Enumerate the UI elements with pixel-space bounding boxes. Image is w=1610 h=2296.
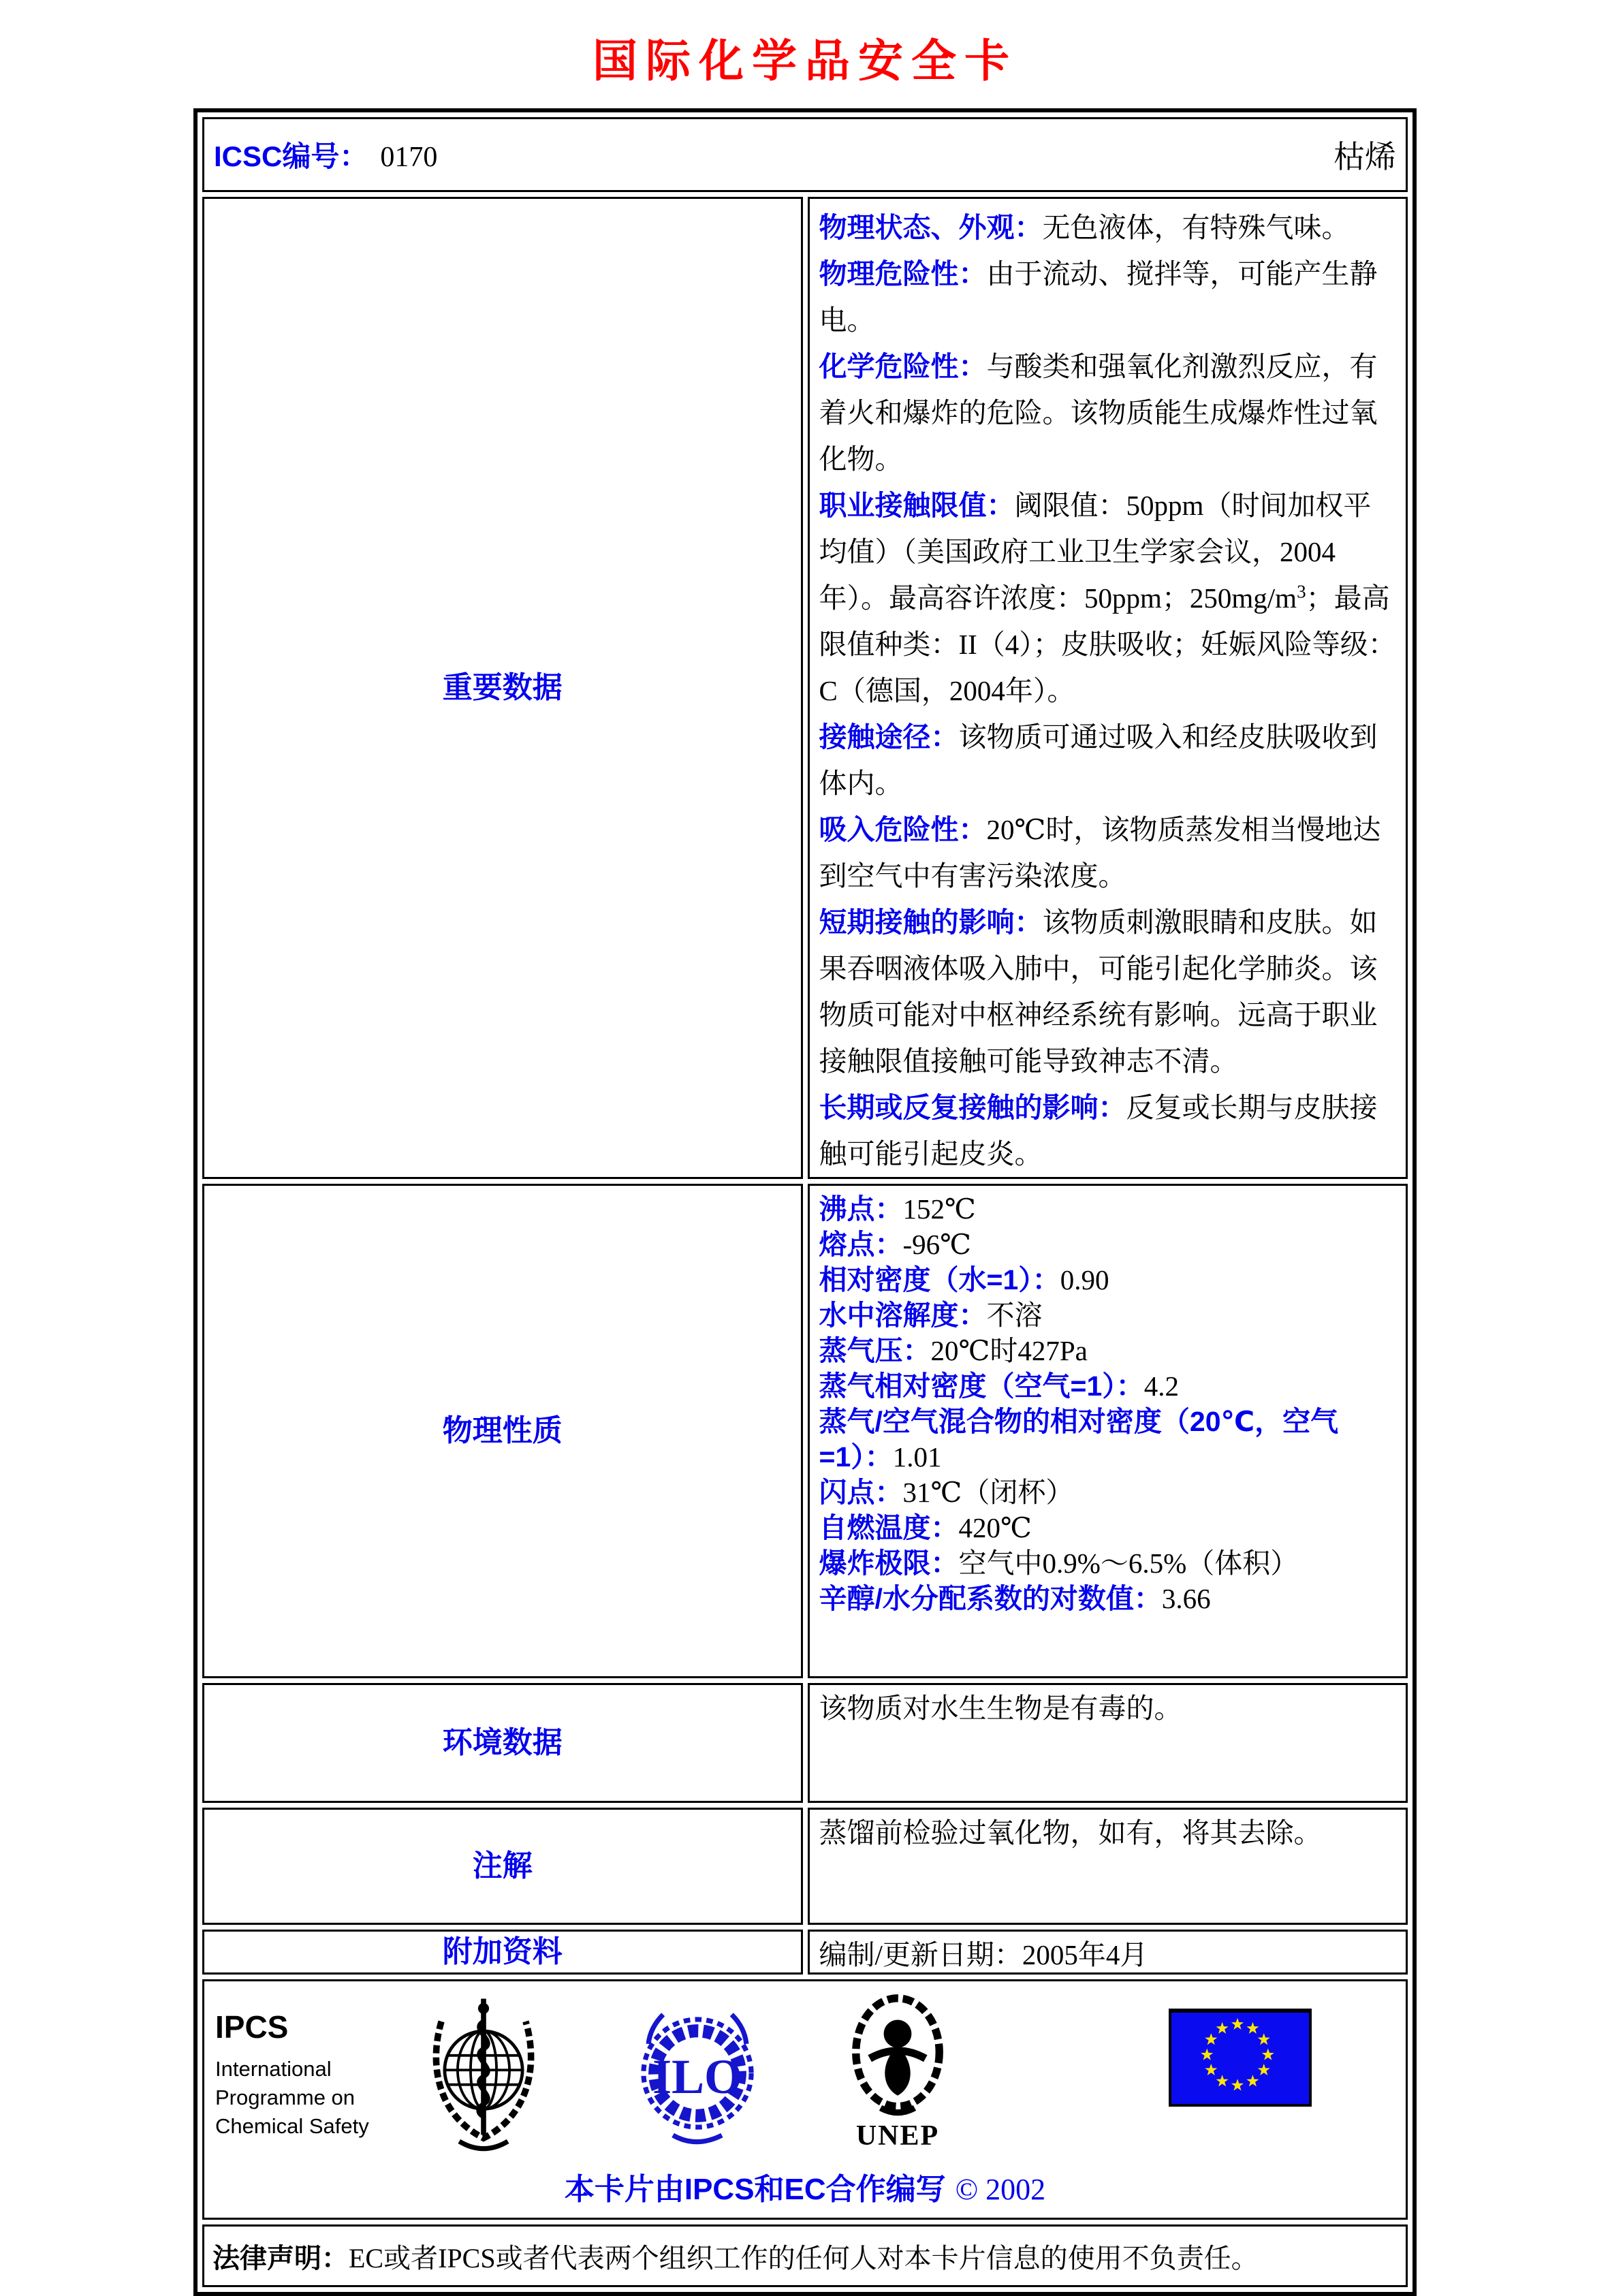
field-value: 阈限值：50ppm（时间加权平均值）（美国政府工业卫生学家会议，2004年）。最高容许浓度：50ppm；250mg/m <box>819 490 1372 614</box>
section-label: 重要数据 <box>202 197 803 1179</box>
ipcs-subtitle-line: Chemical Safety <box>215 2114 369 2138</box>
field-value: ；最高限值种类：II（4）；皮肤吸收；妊娠风险等级：C（德国，2004年）。 <box>819 582 1396 706</box>
text-line <box>819 482 1397 714</box>
field-label: 接触途径： <box>819 721 959 753</box>
section-row <box>202 1683 1408 1803</box>
field-label: 长期或反复接触的影响： <box>819 1092 1126 1123</box>
icsc-number-group <box>214 134 437 175</box>
legal-row <box>202 2224 1408 2287</box>
section-row <box>202 1808 1408 1925</box>
icsc-card-table <box>193 108 1417 2296</box>
credit-copyright: © 2002 <box>955 2173 1046 2206</box>
ipcs-subtitle <box>215 2055 394 2141</box>
field-value: 20℃时，该物质蒸发相当慢地达到空气中有害污染浓度。 <box>819 814 1381 892</box>
credit-text: 本卡片由IPCS和EC合作编写 <box>564 2173 946 2206</box>
header-row <box>202 117 1408 192</box>
text-line <box>819 1937 1397 1972</box>
field-value: 152℃ <box>902 1193 976 1225</box>
text-line <box>819 1404 1397 1475</box>
ipcs-subtitle-line: Programme on <box>215 2086 356 2109</box>
field-label: 沸点： <box>819 1193 903 1225</box>
section-label: 附加资料 <box>202 1930 803 1975</box>
text-line <box>819 1581 1397 1616</box>
section-content <box>808 1930 1408 1975</box>
ipcs-title: IPCS <box>215 2009 289 2045</box>
text-line <box>819 1298 1397 1333</box>
field-label: 爆炸极限： <box>819 1547 959 1579</box>
field-value: 空气中0.9%～6.5%（体积） <box>958 1547 1299 1579</box>
text-line <box>819 1333 1397 1368</box>
text-line <box>819 1084 1397 1177</box>
logos-cell <box>202 1979 1408 2220</box>
superscript: 3 <box>1297 581 1306 602</box>
header-body <box>202 117 1408 192</box>
text-line <box>819 714 1397 806</box>
field-value: 蒸馏前检验过氧化物，如有，将其去除。 <box>819 1817 1322 1849</box>
icsc-number-value: 0170 <box>380 142 438 173</box>
page-title: 国际化学品安全卡 <box>593 35 1017 86</box>
field-label: 蒸气压： <box>819 1335 931 1366</box>
field-value: 1.01 <box>892 1441 942 1473</box>
footer-body <box>202 1979 1408 2287</box>
field-label: 自燃温度： <box>819 1512 959 1543</box>
field-value: 该物质对水生生物是有毒的。 <box>819 1693 1182 1724</box>
text-line <box>819 1262 1397 1298</box>
field-value: 20℃时427Pa <box>930 1335 1088 1366</box>
text-line <box>819 343 1397 482</box>
text-line <box>819 806 1397 899</box>
text-line <box>819 899 1397 1084</box>
ipcs-subtitle-line: International <box>215 2057 332 2081</box>
section-label: 环境数据 <box>202 1683 803 1803</box>
field-label: 蒸气相对密度（空气=1）： <box>819 1370 1144 1402</box>
field-value: 420℃ <box>958 1512 1032 1543</box>
text-line <box>819 1368 1397 1404</box>
text-line <box>819 1475 1397 1510</box>
field-value: 该物质可通过吸入和经皮肤吸收到体内。 <box>819 721 1378 799</box>
field-value: 31℃（闭杯） <box>902 1477 1074 1508</box>
legal-notice-text: EC或者IPCS或者代表两个组织工作的任何人对本卡片信息的使用不负责任。 <box>349 2242 1259 2274</box>
ilo-letters: ILO <box>652 2049 742 2104</box>
field-label: 化学危险性： <box>819 351 987 382</box>
legal-cell <box>202 2224 1408 2287</box>
ipcs-text-block <box>211 1990 394 2141</box>
ilo-logo-icon <box>640 1995 755 2155</box>
text-line <box>819 251 1397 343</box>
section-content <box>808 1184 1408 1678</box>
field-label: 蒸气/空气混合物的相对密度（20℃，空气=1）： <box>819 1406 1339 1473</box>
field-value: 编制/更新日期：2005年4月 <box>819 1939 1148 1970</box>
chemical-name: 枯烯 <box>1333 140 1396 174</box>
field-label: 短期接触的影响： <box>819 907 1043 938</box>
icsc-number-label: ICSC编号： <box>214 140 368 172</box>
field-value: 不溶 <box>986 1300 1043 1331</box>
unep-label: UNEP <box>855 2120 940 2152</box>
field-label: 物理危险性： <box>819 258 987 289</box>
logos-strip <box>204 1990 1406 2158</box>
field-value: -96℃ <box>902 1229 972 1260</box>
text-line <box>819 204 1397 251</box>
field-label: 辛醇/水分配系数的对数值： <box>819 1583 1162 1614</box>
field-label: 熔点： <box>819 1229 903 1260</box>
field-value: 3.66 <box>1161 1583 1211 1614</box>
text-line <box>819 1191 1397 1227</box>
text-line <box>819 1545 1397 1581</box>
eu-flag-icon <box>1169 2009 1312 2107</box>
legal-notice-label: 法律声明： <box>212 2243 349 2274</box>
field-value: 该物质刺激眼睛和皮肤。如果吞咽液体吸入肺中，可能引起化学肺炎。该物质可能对中枢神经系统有影响。远高于职业接触限值接触可能导致神志不清。 <box>819 907 1378 1077</box>
text-line <box>819 1815 1397 1851</box>
section-content <box>808 1808 1408 1925</box>
text-line <box>819 1510 1397 1545</box>
section-content <box>808 197 1408 1179</box>
field-value: 反复或长期与皮肤接触可能引起皮炎。 <box>819 1092 1378 1169</box>
field-label: 物理状态、外观： <box>819 212 1043 243</box>
field-value: 4.2 <box>1143 1370 1179 1402</box>
text-line <box>819 1227 1397 1262</box>
who-logo-icon <box>426 1992 541 2158</box>
text-line <box>819 1690 1397 1726</box>
field-value: 由于流动、搅拌等，可能产生静电。 <box>819 258 1378 336</box>
section-row <box>202 1184 1408 1678</box>
logos-row <box>202 1979 1408 2220</box>
credit-line <box>204 2165 1406 2208</box>
field-value: 0.90 <box>1060 1264 1109 1295</box>
field-label: 吸入危险性： <box>819 814 987 845</box>
section-row <box>202 1930 1408 1975</box>
header-cell <box>202 117 1408 192</box>
sections-container <box>202 197 1408 1975</box>
section-content <box>808 1683 1408 1803</box>
field-label: 职业接触限值： <box>819 490 1015 521</box>
unep-logo-icon <box>843 1994 952 2152</box>
field-label: 水中溶解度： <box>819 1300 987 1331</box>
section-label: 注解 <box>202 1808 803 1925</box>
section-label: 物理性质 <box>202 1184 803 1678</box>
field-label: 相对密度（水=1）： <box>819 1264 1060 1295</box>
field-value: 无色液体，有特殊气味。 <box>1042 212 1350 243</box>
field-value: 与酸类和强氧化剂激烈反应，有着火和爆炸的危险。该物质能生成爆炸性过氧化物。 <box>819 351 1378 475</box>
section-row <box>202 197 1408 1179</box>
field-label: 闪点： <box>819 1477 903 1508</box>
